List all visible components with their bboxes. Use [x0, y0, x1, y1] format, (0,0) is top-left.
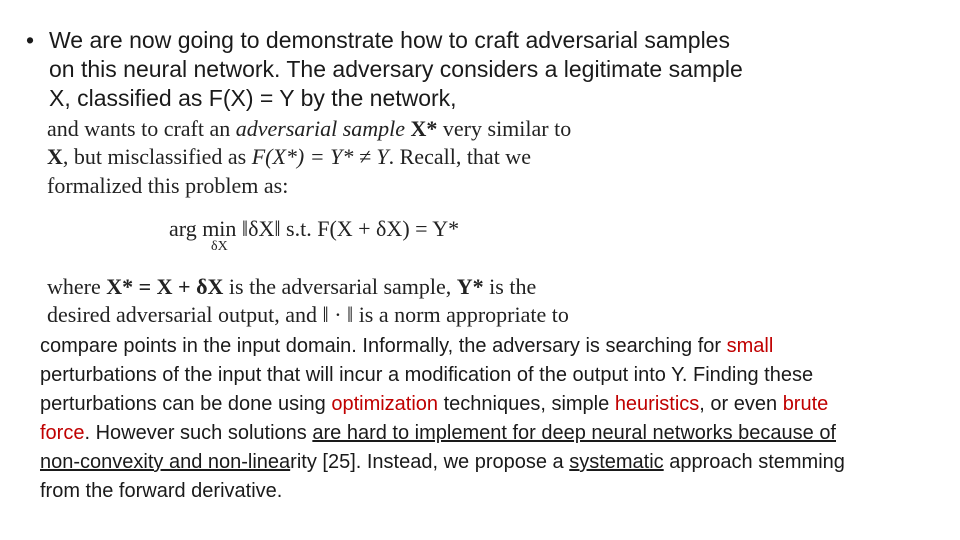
- highlighted-term: optimization: [331, 393, 439, 415]
- argmin-text: arg min: [169, 216, 237, 241]
- excerpt-text: . Recall, that we: [388, 144, 531, 169]
- bullet-point: [26, 26, 926, 113]
- paragraph-line: [40, 390, 940, 419]
- underlined-text: are hard to implement for deep neural networks because of: [312, 422, 836, 444]
- bullet-marker: •: [26, 27, 35, 53]
- paragraph-line: perturbations of the input that will incur a modification of the output into Y. Finding these: [40, 364, 814, 386]
- excerpt-term: adversarial sample: [235, 116, 406, 141]
- underlined-text: systematic: [569, 451, 664, 473]
- optimization-formula: [169, 216, 460, 254]
- bullet-line: on this neural network. The adversary considers a legitimate sample: [49, 56, 743, 82]
- highlighted-term: brute: [782, 393, 829, 415]
- bullet-line: We are now going to demonstrate how to craft adversarial samples: [49, 27, 730, 53]
- excerpt-text: is the adversarial sample,: [228, 274, 452, 299]
- body-paragraph: [40, 332, 940, 506]
- excerpt-text: , but misclassified as: [62, 144, 247, 169]
- paragraph-line: [40, 419, 940, 448]
- excerpt-math: X* = X + δX: [106, 274, 224, 299]
- bullet-line: X, classified as F(X) = Y by the network,: [49, 85, 457, 111]
- excerpt-math: X: [47, 144, 63, 169]
- highlighted-term: small: [726, 335, 774, 357]
- excerpt-line: formalized this problem as:: [47, 173, 289, 198]
- paragraph-text: . However such solutions: [84, 422, 313, 444]
- excerpt-line: [47, 144, 531, 170]
- paper-excerpt-image: [40, 112, 670, 330]
- paragraph-text: , or even: [699, 393, 783, 415]
- excerpt-line: [47, 116, 571, 142]
- formula-body: ‖δX‖ s.t. F(X + δX) = Y*: [241, 216, 460, 241]
- paragraph-text: techniques, simple: [438, 393, 615, 415]
- excerpt-text: is the: [489, 274, 537, 299]
- paragraph-text: approach stemming: [663, 451, 845, 473]
- paragraph-line: [40, 332, 940, 361]
- excerpt-text: and wants to craft an: [47, 116, 231, 141]
- excerpt-math: Y*: [456, 274, 484, 299]
- excerpt-math: X*: [410, 116, 438, 141]
- underlined-text: non-convexity and non-linea: [40, 451, 291, 473]
- highlighted-term: force: [40, 422, 85, 444]
- paragraph-line: from the forward derivative.: [40, 480, 283, 502]
- paragraph-text: rity [25]. Instead, we propose a: [290, 451, 570, 473]
- excerpt-line: [47, 274, 536, 300]
- argmin-subscript: δX: [211, 239, 228, 254]
- excerpt-text: where: [47, 274, 101, 299]
- excerpt-line: desired adversarial output, and ‖ · ‖ is a norm appropriate to: [47, 302, 569, 327]
- paragraph-text: compare points in the input domain. Informally, the adversary is searching for: [40, 335, 727, 357]
- highlighted-term: heuristics: [614, 393, 700, 415]
- paragraph-text: perturbations can be done using: [40, 393, 332, 415]
- paragraph-line: [40, 448, 940, 477]
- excerpt-math: F(X*) = Y* ≠ Y: [251, 144, 389, 169]
- argmin-operator: [169, 216, 237, 254]
- excerpt-text: very similar to: [442, 116, 572, 141]
